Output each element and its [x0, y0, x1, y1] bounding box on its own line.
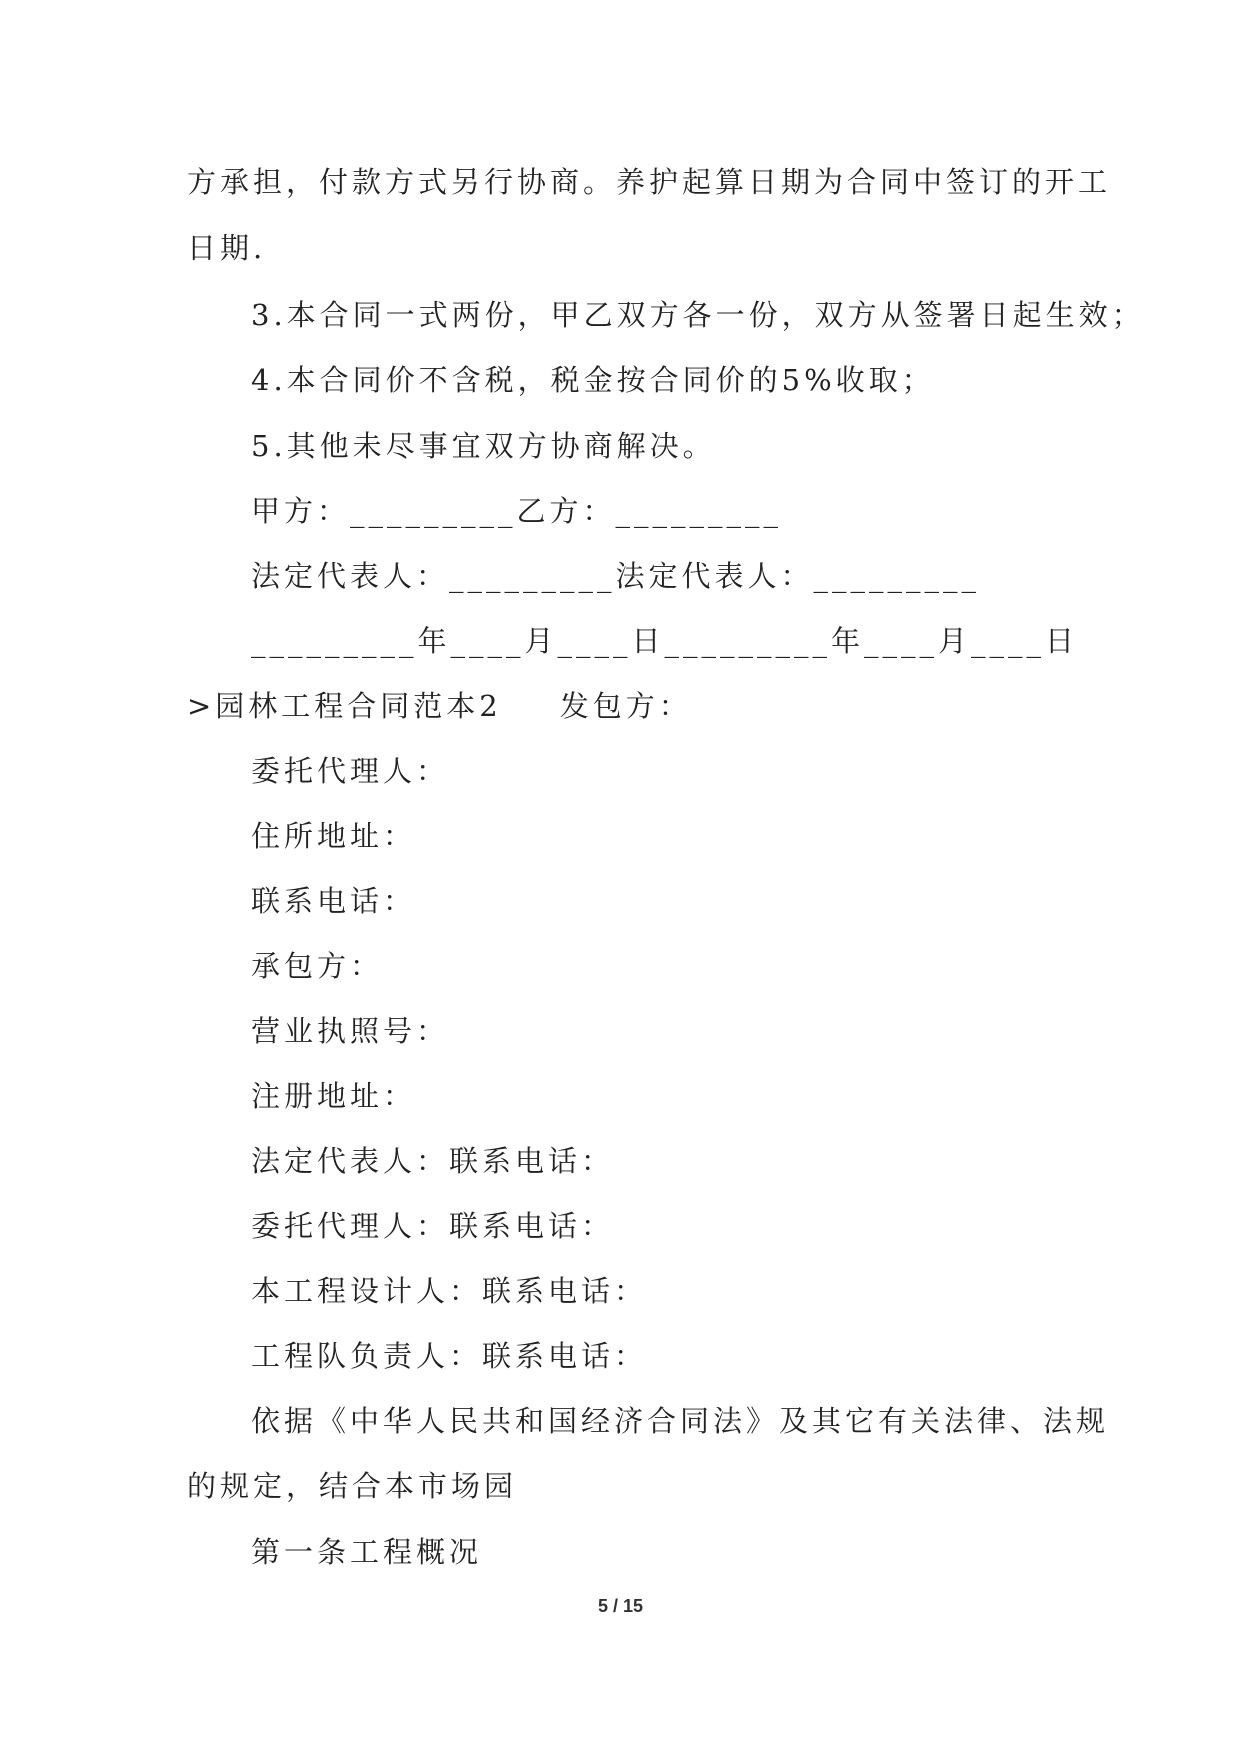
field-line: 联系电话： — [251, 884, 417, 918]
field-line: 住所地址： — [251, 819, 417, 853]
field-line: 本工程设计人：联系电话： — [251, 1274, 648, 1308]
clause-5: 5.其他未尽事宜双方协商解决。 — [251, 429, 716, 463]
clause-3: 3.本合同一式两份，甲乙双方各一份，双方从签署日起生效； — [251, 298, 1145, 332]
field-line: 承包方： — [251, 949, 384, 983]
section-heading-tail: 发包方： — [559, 689, 692, 723]
article-heading: 第一条工程概况 — [251, 1535, 483, 1569]
field-line: 委托代理人：联系电话： — [251, 1209, 615, 1243]
field-line: 注册地址： — [251, 1079, 417, 1113]
paragraph-line: 方承担，付款方式另行协商。养护起算日期为合同中签订的开工 — [187, 165, 1112, 199]
field-line: 法定代表人：联系电话： — [251, 1144, 615, 1178]
field-line: 委托代理人： — [251, 754, 450, 788]
clause-4: 4.本合同价不含税，税金按合同价的5%收取； — [251, 363, 935, 397]
legal-representative-line: 法定代表人：_________法定代表人：_________ — [251, 559, 981, 593]
paragraph-line: 日期. — [187, 231, 267, 265]
basis-paragraph: 依据《中华人民共和国经济合同法》及其它有关法律、法规 — [251, 1404, 1110, 1438]
date-line: _________年____月____日_________年____月____日 — [251, 624, 1079, 658]
page-number: 5 / 15 — [597, 1596, 644, 1616]
basis-paragraph-continued: 的规定，结合本市场园 — [187, 1469, 518, 1503]
field-line: 工程队负责人：联系电话： — [251, 1339, 648, 1373]
section-heading — [187, 686, 692, 726]
section-heading-title: >园林工程合同范本2 — [187, 689, 502, 723]
field-line: 营业执照号： — [251, 1014, 450, 1048]
party-signature-line: 甲方：_________乙方：_________ — [251, 494, 783, 528]
